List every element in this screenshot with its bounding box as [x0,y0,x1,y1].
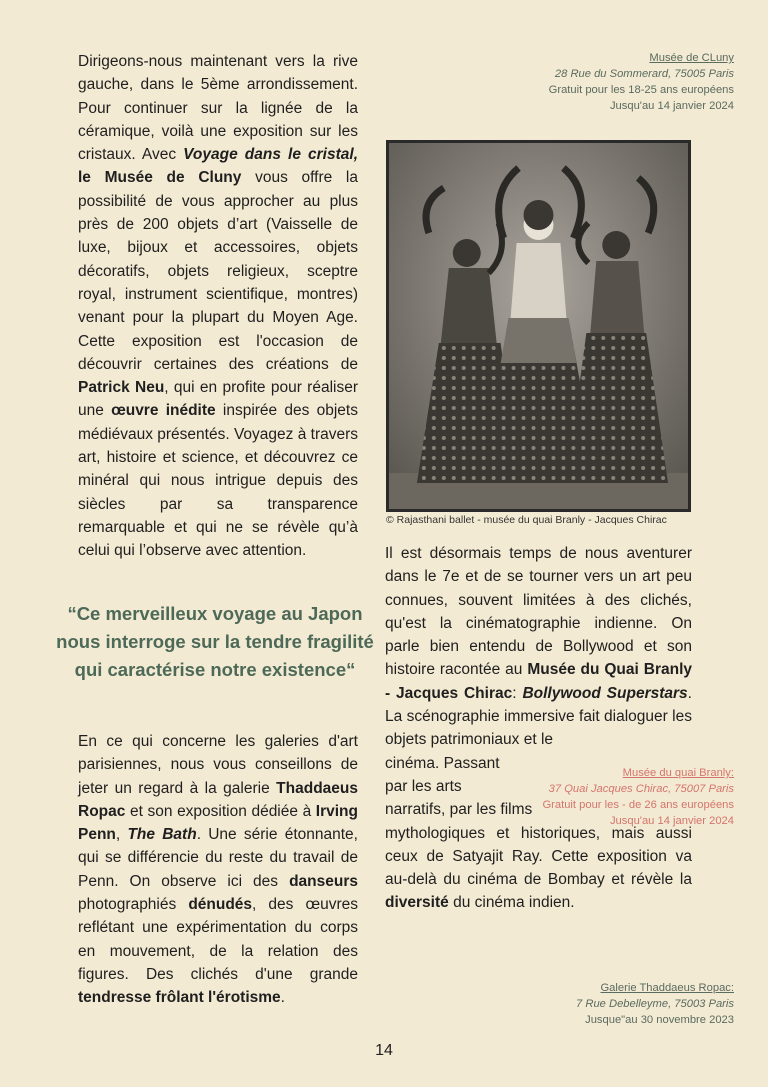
text-run: cinéma. Passant [385,754,500,772]
exhibition-title: Voyage dans le cristal, [183,146,358,164]
info-cluny-price: Gratuit pour les 18-25 ans européens [548,84,734,96]
text-run: , [115,826,128,844]
museum-name: le Musée de Cluny [78,169,242,187]
text-run: du cinéma indien. [448,894,575,912]
cluny-paragraph [78,50,358,563]
text-run: Il est désormais temps de nous aventurer dans le 7e et de se tourner vers un art peu connues, souvent limitées à des clichés, qu'est la cinématographie indienne. On parle bien entendu de Bollywood et son histoire racontée au [385,545,692,679]
artist-name: Irving Penn [78,802,358,844]
work-title: The Bath [127,826,197,844]
text-run: , des œuvres reflétant une expérimentation du corps en mouvement, de la relation des figures. Des clichés d'une grande [78,896,358,983]
info-cluny [549,50,734,114]
text-run: . Une série étonnante, qui se différencie du reste du travail de Penn. On observe ici des [78,826,358,890]
text-run: narratifs, par les films [385,801,533,819]
info-ropac [576,980,734,1028]
pull-quote: “Ce merveilleux voyage au Japon nous interroge sur la tendre fragilité qui caractérise notre existence“ [56,603,374,680]
info-ropac-address: 7 Rue Debelleyme, 75003 Paris [576,998,734,1010]
text-run: Dirigeons-nous maintenant vers la rive gauche, dans le 5ème arrondissement. Pour continuer sur la lignée de la céramique, voilà une exposition sur les cristaux. Avec [78,53,358,164]
text-run: , qui en profite pour réaliser une [78,379,358,420]
text-run: vous offre la possibilité de vous approcher au plus près de 200 objets d’art (Vaisselle de luxe, bijoux et accessoires, objets décoratifs, objets religieux, sceptre royal, instrument scientifique, montres) venant pour la plupart du Moyen Age. Cette exposition est l'occasion de découvrir certaines des créations de [78,169,358,373]
text-run: mythologiques et historiques, mais aussi ceux de Satyajit Ray. Cette exposition va au-delà du cinéma de Bombay et révèle la [385,824,692,889]
page-number: 14 [375,1042,393,1059]
text-run: inspirée des objets médiévaux présentés. Voyagez à travers art, histoire et science, et découvrez ce minéral qui nous intrigue depuis des siècles par sa transparence remarquable et qui ne se révèle qu’à celui qui l’observe avec attention. [78,402,359,560]
text-run: : [512,684,523,702]
info-branly [542,765,734,829]
info-ropac-name[interactable]: Galerie Thaddaeus Ropac: [600,982,734,994]
info-ropac-dates: Jusque"au 30 novembre 2023 [585,1014,734,1026]
branly-paragraph-end [385,822,692,915]
info-cluny-address: 28 Rue du Sommerard, 75005 Paris [554,68,734,80]
highlight-text: diversité [385,894,449,912]
branly-paragraph [385,542,692,752]
highlight-text: œuvre inédite [111,402,216,420]
left-column-article-2 [78,730,358,1010]
text-run: . [280,989,285,1007]
info-branly-address: 37 Quai Jacques Chirac, 75007 Paris [548,783,734,795]
text-run: En ce qui concerne les galeries d'art parisiennes, nous vous conseillons de jeter un regard à la galerie [78,733,358,797]
gallery-name: Thaddaeus Ropac [78,779,358,820]
text-run: . La scénographie immersive fait dialoguer les objets patrimoniaux et le [385,684,692,749]
ropac-paragraph [78,730,358,1010]
right-column-article [385,542,692,915]
highlight-text: danseurs [289,872,358,890]
highlight-text: tendresse frôlant l'érotisme [78,989,281,1007]
photo-caption: © Rajasthani ballet - musée du quai Branly - Jacques Chirac [386,514,667,526]
text-run: photographiés [78,896,189,914]
dancers-photo-frame [386,140,691,512]
museum-name: Musée du Quai Branly - Jacques Chirac [385,661,692,702]
left-column-article [78,50,358,563]
text-run: et son exposition dédiée à [125,802,316,820]
highlight-text: dénudés [188,896,253,914]
info-cluny-name[interactable]: Musée de CLuny [649,52,734,64]
text-run: par les arts [385,777,462,795]
info-branly-name[interactable]: Musée du quai Branly: [622,767,734,779]
artist-name: Patrick Neu [78,379,165,397]
three-dancers-photo [389,143,688,509]
info-cluny-dates: Jusqu'au 14 janvier 2024 [609,100,734,112]
info-branly-dates: Jusqu'au 14 janvier 2024 [609,815,734,827]
info-branly-price: Gratuit pour les - de 26 ans européens [542,799,734,811]
exhibition-title: Bollywood Superstars [522,684,688,702]
